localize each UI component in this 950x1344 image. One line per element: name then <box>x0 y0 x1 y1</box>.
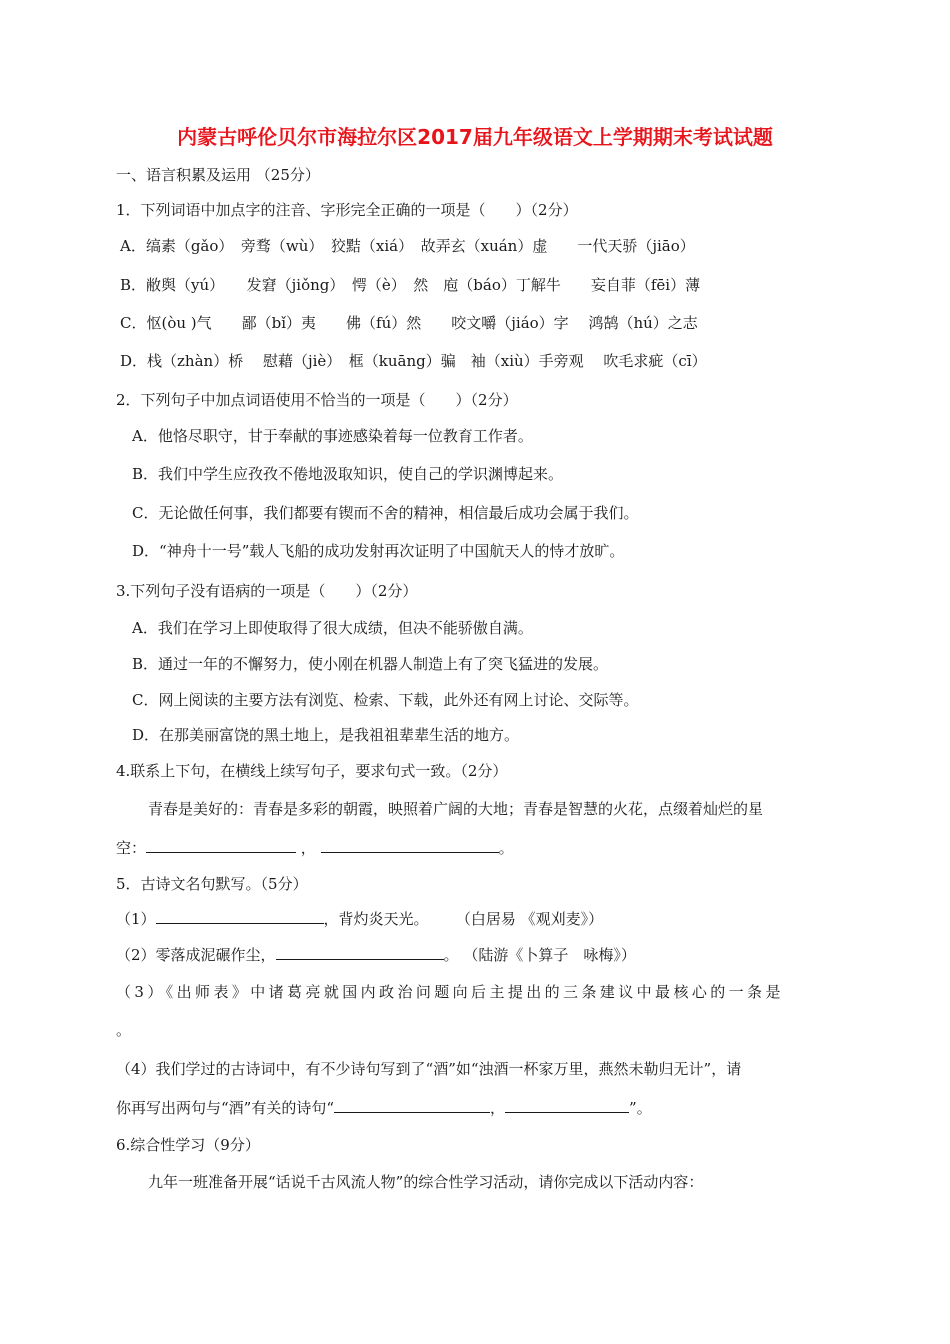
item-1-number: （1） <box>116 910 156 928</box>
question-4-answer-line <box>116 838 514 858</box>
item-4-comma: ， <box>490 1099 506 1117</box>
item-1-text: ，背灼炎天光。 （白居易 《观刈麦》） <box>323 910 604 928</box>
answer-blank-5-4a[interactable] <box>334 1098 490 1113</box>
question-5-item-4: （4）我们学过的古诗词中，有不少诗句写到了“酒”如“浊酒一杯家万里，燕然未勒归无计”，请 <box>116 1060 742 1078</box>
question-3-option-a: A．我们在学习上即使取得了很大成绩，但决不能骄傲自满。 <box>132 619 533 637</box>
question-6-passage: 九年一班准备开展“话说千古风流人物”的综合性学习活动，请你完成以下活动内容： <box>148 1173 704 1191</box>
question-1-option-b: B．敝舆（yú） 发窘（jiǒng） 愕（è） 然 庖（báo）丁解牛 妄自菲（fēi）薄 <box>120 276 701 294</box>
question-6-stem: 6.综合性学习（9分） <box>116 1136 260 1154</box>
question-3-stem: 3.下列句子没有语病的一项是（ ）（2分） <box>116 582 418 600</box>
question-1-option-d: D．栈（zhàn）桥 慰藉（jiè） 框（kuāng）骗 袖（xiù）手旁观 吹毛求疵（cī） <box>120 352 707 370</box>
section-heading: 一、语言积累及运用 （25分） <box>116 166 320 184</box>
question-3-option-d: D．在那美丽富饶的黑土地上，是我祖祖辈辈生活的地方。 <box>132 726 520 744</box>
question-5-stem: 5．古诗文名句默写。（5分） <box>116 875 308 893</box>
question-3-option-c: C．网上阅读的主要方法有浏览、检索、下载，此外还有网上讨论、交际等。 <box>132 691 639 709</box>
exam-title: 内蒙古呼伦贝尔市海拉尔区2017届九年级语文上学期期末考试试题 <box>177 125 773 149</box>
question-5-item-1 <box>116 909 603 929</box>
question-5-item-3-end: 。 <box>116 1021 132 1039</box>
question-2-option-b: B．我们中学生应孜孜不倦地汲取知识，使自己的学识渊博起来。 <box>132 465 564 483</box>
question-1-stem: 1．下列词语中加点字的注音、字形完全正确的一项是（ ）（2分） <box>116 201 578 219</box>
question-4-comma: ， <box>300 839 316 857</box>
question-4-period: 。 <box>498 839 514 857</box>
question-1-option-c: C．怄(òu )气 鄙（bǐ）夷 佛（fú）然 咬文嚼（jiáo）字 鸿鹄（hú）之志 <box>120 314 698 332</box>
question-5-item-2 <box>116 945 636 965</box>
question-2-option-a: A．他恪尽职守，甘于奉献的事迹感染着每一位教育工作者。 <box>132 427 533 445</box>
item-4-close: ”。 <box>629 1099 652 1117</box>
answer-blank-5-2[interactable] <box>276 945 444 960</box>
item-2-source: 。 （陆游《卜算子 咏梅》） <box>443 946 636 964</box>
question-2-stem: 2．下列句子中加点词语使用不恰当的一项是（ ）（2分） <box>116 391 518 409</box>
question-5-item-4-answer <box>116 1098 652 1118</box>
answer-blank-4a[interactable] <box>146 838 296 853</box>
question-3-option-b: B．通过一年的不懈努力，使小刚在机器人制造上有了突飞猛进的发展。 <box>132 655 609 673</box>
question-2-option-d: D．“神舟十一号”载人飞船的成功发射再次证明了中国航天人的恃才放旷。 <box>132 542 625 560</box>
item-4-prompt: 你再写出两句与“酒”有关的诗句“ <box>116 1099 335 1117</box>
question-2-option-c: C．无论做任何事，我们都要有锲而不舍的精神，相信最后成功会属于我们。 <box>132 504 639 522</box>
answer-blank-5-1[interactable] <box>156 909 324 924</box>
question-4-stem: 4.联系上下句，在横线上续写句子，要求句式一致。（2分） <box>116 762 508 780</box>
question-4-prefix: 空： <box>116 839 147 857</box>
question-5-item-3: （3）《出师表》中诸葛亮就国内政治问题向后主提出的三条建议中最核心的一条是 <box>116 983 784 1001</box>
answer-blank-4b[interactable] <box>321 838 499 853</box>
answer-blank-5-4b[interactable] <box>505 1098 629 1113</box>
question-1-option-a: A．缟素（gǎo） 旁骛（wù） 狡黠（xiá） 故弄玄（xuán）虚 一代天骄（jiāo） <box>120 237 695 255</box>
question-4-passage: 青春是美好的：青春是多彩的朝霞，映照着广阔的大地；青春是智慧的火花，点缀着灿烂的星 <box>148 800 764 818</box>
item-2-text: （2）零落成泥碾作尘， <box>116 946 276 964</box>
